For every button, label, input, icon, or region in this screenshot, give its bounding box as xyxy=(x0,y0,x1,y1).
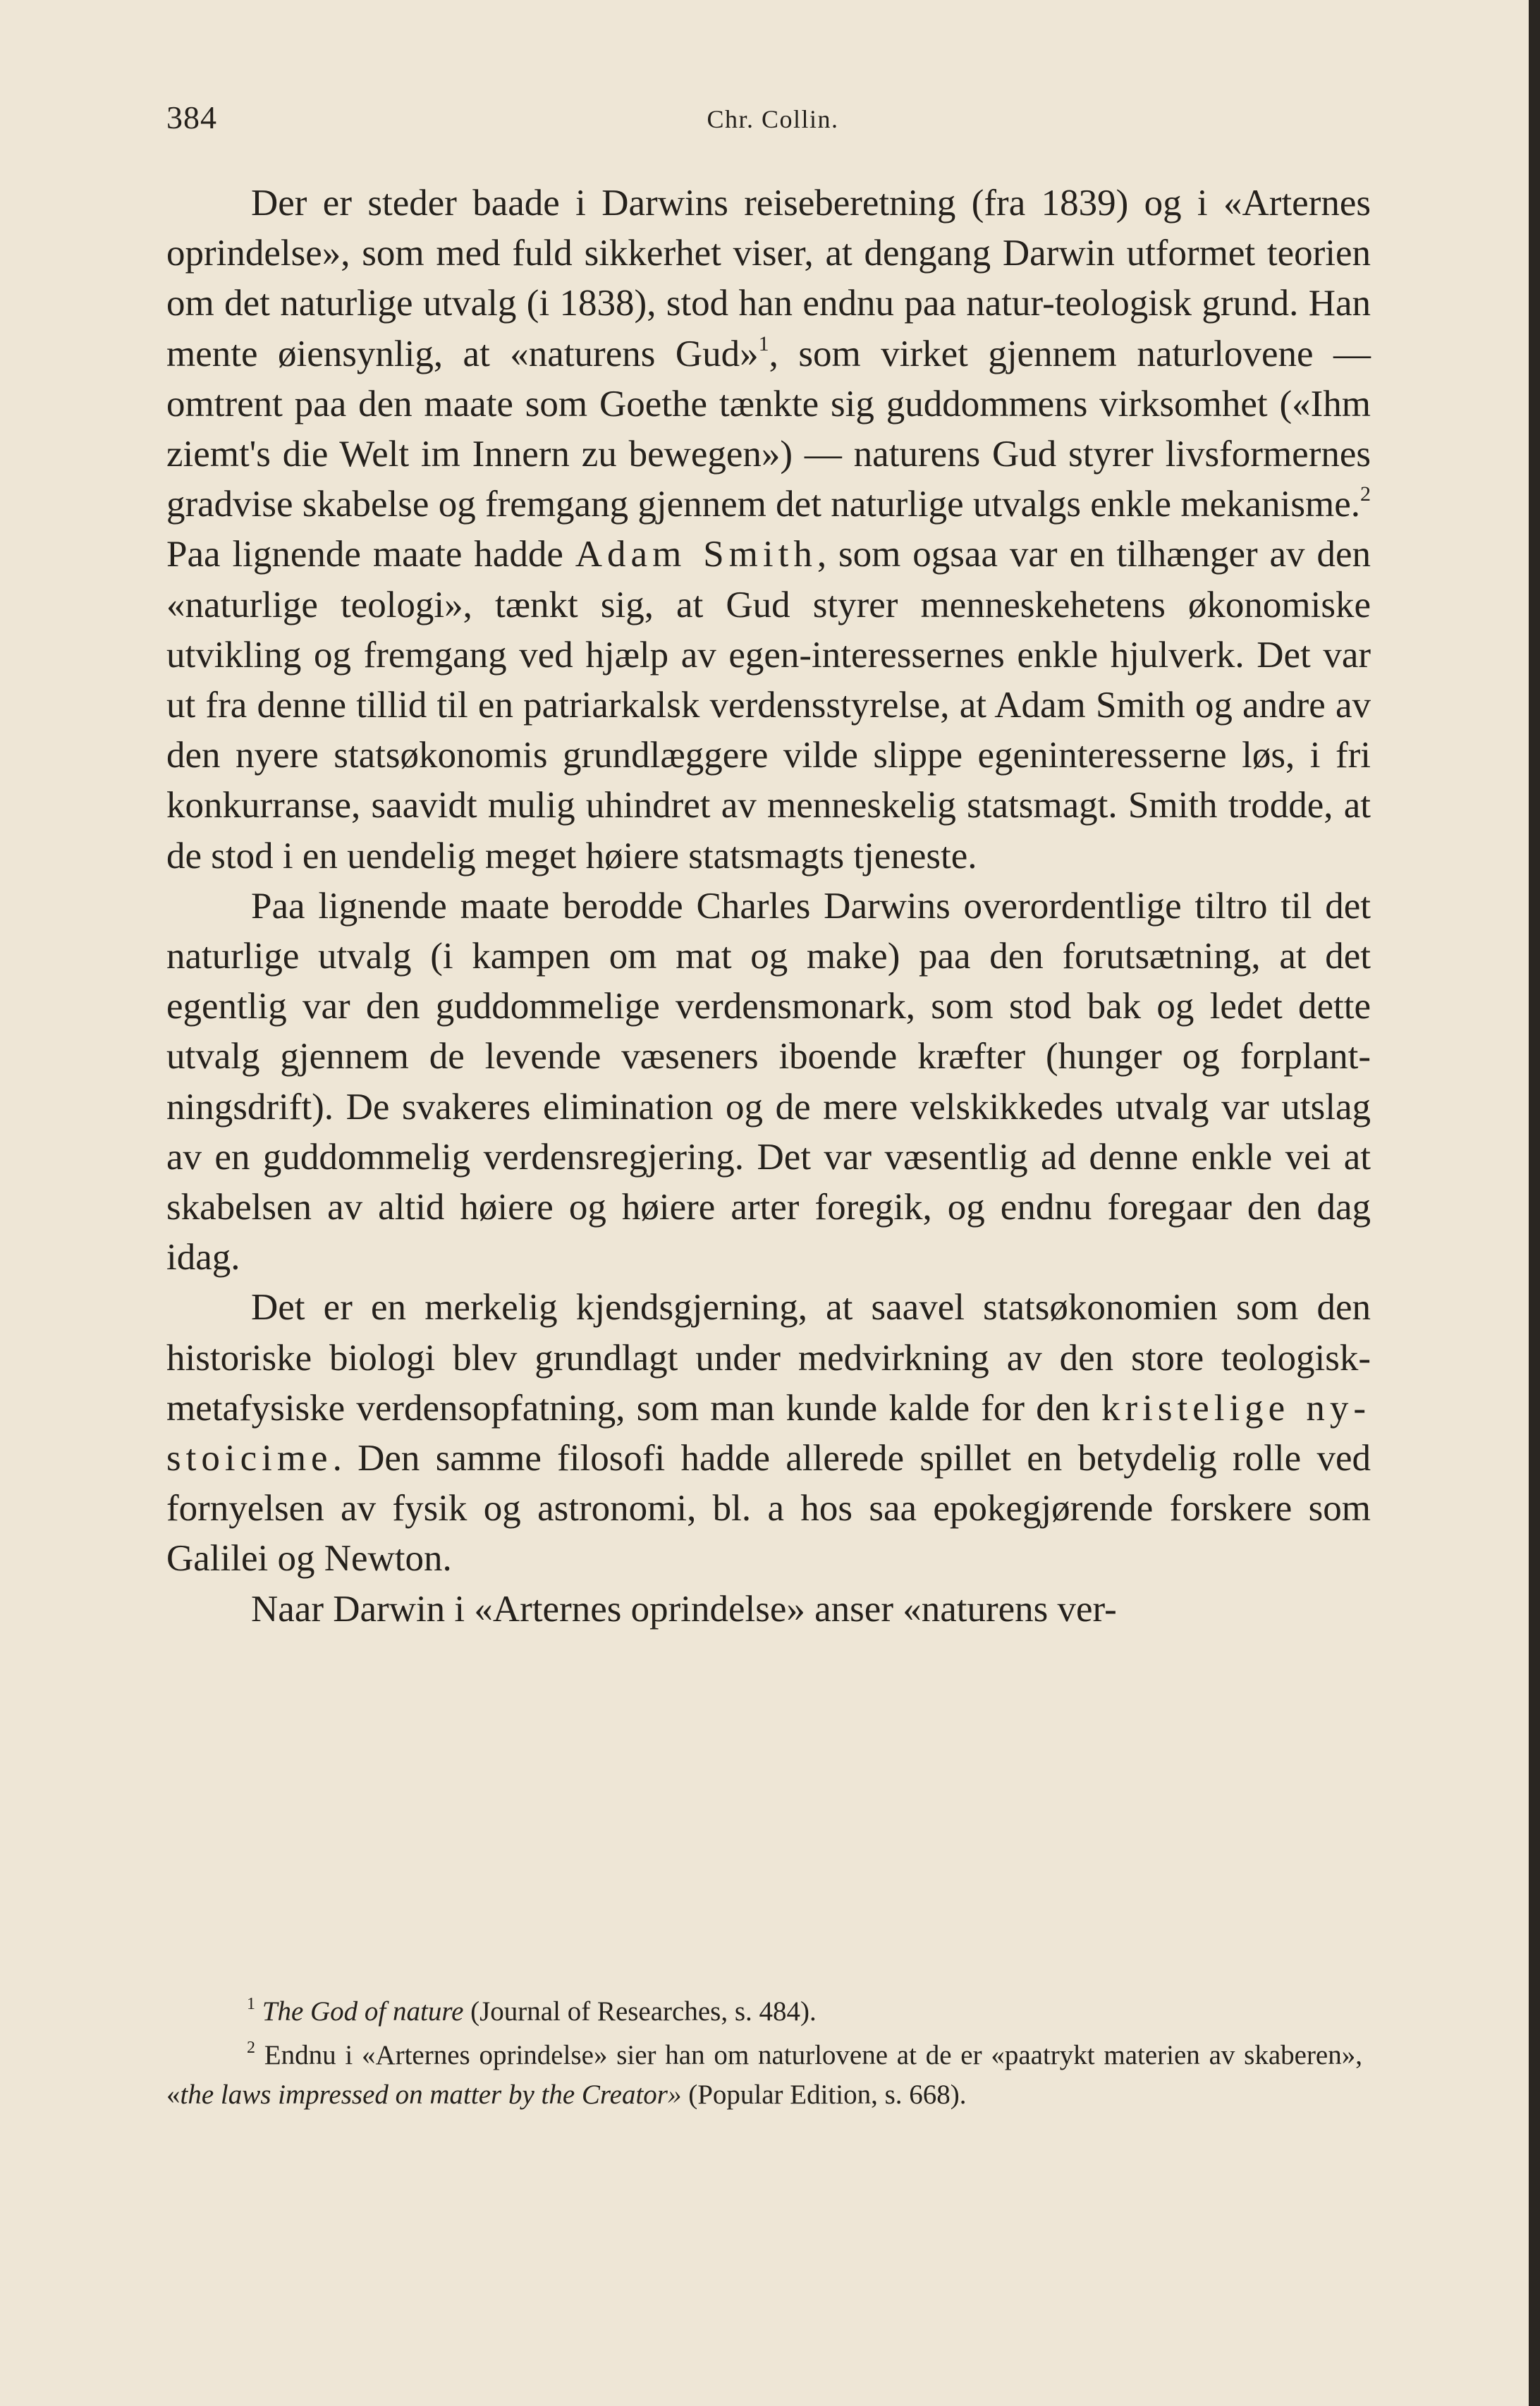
paragraph-1-text-b: , som virket gjennem naturlovene — omtrent paa den maate som Goethe tænkte sig guddommens virksomhet («Ihm ziemt's die Welt im Innern zu bewegen») — naturens Gud styrer livsformernes gradvise skabelse og fremgang gjennem det naturlige utvalgs enkle mekanisme. xyxy=(166,333,1371,525)
paragraph-1 xyxy=(166,178,1371,881)
footnote-2-close-quote: » xyxy=(667,2080,682,2110)
footnote-ref-1: 1 xyxy=(758,331,769,355)
paragraph-3 xyxy=(166,1283,1371,1584)
footnote-ref-2: 2 xyxy=(1360,482,1371,506)
spaced-name-adam-smith: Adam Smith xyxy=(575,534,817,575)
paragraph-3-text-b: . Den samme filosofi hadde allerede spillet en betydelig rolle ved fornyelsen av fysik og astronomi, bl. a hos saa epokegjørende forskere som Galilei og Newton. xyxy=(166,1438,1371,1580)
footnote-2-marker: 2 xyxy=(247,2039,255,2057)
page-edge-shadow xyxy=(1529,0,1540,2406)
page-header xyxy=(166,99,1379,148)
footnotes xyxy=(166,1992,1362,2115)
paragraph-2: Paa lignende maate berodde Charles Darwins overordentlige tiltro til det naturlige utvalg (i kampen om mat og make) paa den forutsætning, at det egentlig var den guddommelige verdensmonark, som stod bak og ledet dette utvalg gjennem de levende væseners iboende kræfter (hunger og forplantningsdrift). De svakeres elimination og de mere velskikkedes utvalg var utslag av en guddommelig verdensregjering. Det var væsentlig ad denne enkle vei at skabelsen av altid høiere og høiere arter foregik, og endnu foregaar den dag idag. xyxy=(166,885,1371,1278)
body-text xyxy=(166,178,1371,1635)
paragraph-1-text-a: Der er steder baade i Darwins reiseberetning (fra 1839) og i «Arternes oprindelse», som med fuld sikkerhet viser, at dengang Darwin utformet teorien om det naturlige utvalg (i 1838), stod han endnu paa natur-teologisk grund. Han mente øiensynlig, at «naturens Gud» xyxy=(166,183,1371,374)
paragraph-1-text-d: , som ogsaa var en tilhænger av den «naturlige teologi», tænkt sig, at Gud styrer menneskehetens økonomiske utvikling og fremgang ved hjælp av egen-interessernes enkle hjulverk. Det var ut fra denne tillid til en patriarkalsk verdensstyrelse, at Adam Smith og andre av den nyere statsøkonomis grundlæggere vilde slippe egeninteresserne løs, i fri konkurranse, saavidt mulig uhindret av menneskelig statsmagt. Smith trodde, at de stod i en uendelig meget høiere statsmagts tjeneste. xyxy=(166,534,1371,877)
footnote-1-text: (Journal of Researches, s. 484). xyxy=(463,1996,817,2027)
paragraph-1-text-c: Paa lignende maate hadde xyxy=(166,534,575,575)
page-number: 384 xyxy=(166,99,217,135)
footnote-1 xyxy=(166,1992,1362,2032)
footnote-2-text: Endnu i «Arternes oprindelse» sier han om naturlovene at de er «paatrykt materien av skaberen», « xyxy=(166,2040,1362,2110)
paragraph-3-text-a: Det er en merkelig kjendsgjerning, at saavel statsøkonomien som den historiske biologi blev grundlagt under medvirkning av den store teologisk-metafysiske verdensopfatning, som man kunde kalde for den xyxy=(166,1287,1371,1429)
footnote-1-marker: 1 xyxy=(247,1995,255,2013)
paragraph-4: Naar Darwin i «Arternes oprindelse» anser «naturens ver- xyxy=(251,1588,1117,1630)
spaced-term: kristelige ny-stoicime xyxy=(166,1387,1371,1479)
running-head: Chr. Collin. xyxy=(707,105,839,133)
footnote-1-italic: The God of nature xyxy=(262,1996,464,2027)
footnote-2 xyxy=(166,2036,1362,2115)
footnote-2-italic: the laws impressed on matter by the Creator xyxy=(180,2080,668,2110)
footnote-2-rest: (Popular Edition, s. 668). xyxy=(681,2080,967,2110)
